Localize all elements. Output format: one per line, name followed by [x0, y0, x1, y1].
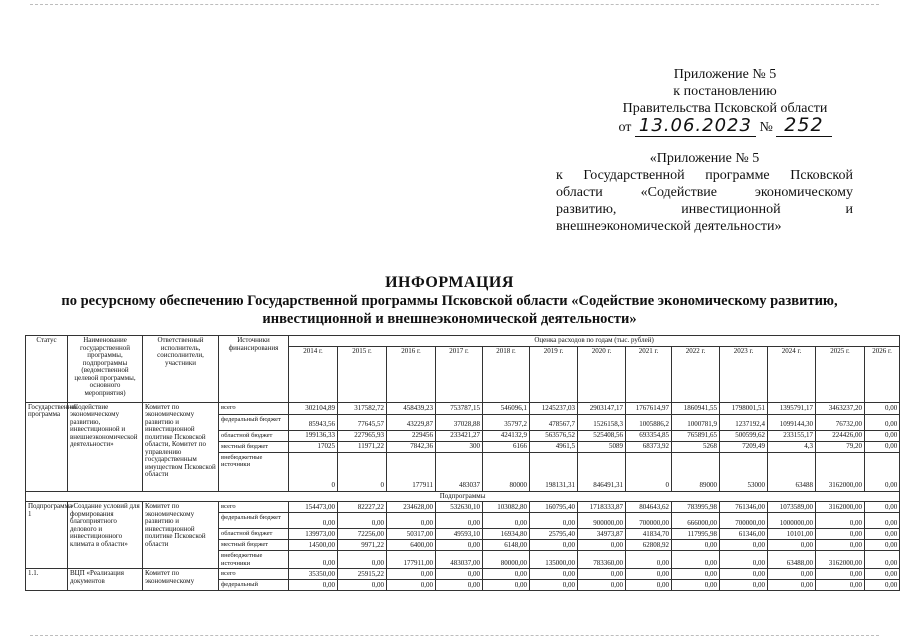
table-cell-value: 85943,56	[289, 414, 338, 430]
header-year: 2026 г.	[865, 346, 900, 402]
approval-stamp	[600, 66, 850, 136]
table-row	[26, 569, 900, 580]
table-cell-value: 0	[626, 452, 672, 491]
subprograms-row	[26, 491, 900, 502]
table-cell-value: 0,00	[578, 540, 626, 551]
table-cell-value: 0,00	[865, 402, 900, 414]
table-cell-value: 0,00	[720, 580, 768, 591]
row-funding-source: федеральный бюджет	[219, 414, 289, 430]
header-year: 2022 г.	[672, 346, 720, 402]
subprograms-label: Подпрограммы	[26, 491, 900, 502]
table-cell-value: 0,00	[338, 551, 387, 569]
table-cell-value: 68373,92	[626, 441, 672, 452]
table-cell-value: 783360,00	[578, 551, 626, 569]
row-funding-source: внебюджетные источники	[219, 452, 289, 491]
table-cell-value: 3162000,00	[816, 452, 865, 491]
annex-line-5: внешнеэкономической деятельности»	[556, 219, 782, 234]
table-cell-value: 0,00	[338, 580, 387, 591]
table-cell-value: 43229,87	[387, 414, 436, 430]
table-cell-value: 483037	[436, 452, 483, 491]
table-cell-value: 227965,93	[338, 430, 387, 441]
table-cell-value: 7209,49	[720, 441, 768, 452]
table-cell-value: 300	[436, 441, 483, 452]
table-cell-value: 3162000,00	[816, 551, 865, 569]
table-cell-value: 0,00	[768, 580, 816, 591]
table-cell-value: 34973,87	[578, 529, 626, 540]
date-prefix: от	[618, 120, 632, 135]
annex-line-1: «Приложение № 5	[649, 151, 760, 166]
table-cell-value: 0,00	[289, 580, 338, 591]
header-row-1	[26, 336, 900, 347]
table-cell-value: 0,00	[530, 513, 578, 529]
row-executor: Комитет по экономическому развитию и инвестиционной политике Псковской области, Комитет по управлению государственным имуществом Псковской области	[143, 402, 219, 491]
approval-line-2: к постановлению	[673, 84, 777, 99]
table-cell-value: 233421,27	[436, 430, 483, 441]
row-funding-source: областной бюджет	[219, 430, 289, 441]
table-cell-value: 666000,00	[672, 513, 720, 529]
table-cell-value: 0,00	[436, 580, 483, 591]
table-cell-value: 233155,17	[768, 430, 816, 441]
table-cell-value: 63488,00	[768, 551, 816, 569]
header-estimate: Оценка расходов по годам (тыс. рублей)	[289, 336, 900, 347]
table-cell-value: 0,00	[768, 540, 816, 551]
table-cell-value: 25795,40	[530, 529, 578, 540]
row-program-name: ВЦП «Реализация документов	[68, 569, 143, 591]
table-cell-value: 1099144,30	[768, 414, 816, 430]
table-cell-value: 0,00	[436, 513, 483, 529]
row-funding-source: внебюджетные источники	[219, 551, 289, 569]
table-cell-value: 4961,5	[530, 441, 578, 452]
table-cell-value: 0,00	[816, 580, 865, 591]
table-cell-value: 6148,00	[483, 540, 530, 551]
scan-edge-bottom	[30, 635, 879, 636]
table-cell-value: 700000,00	[626, 513, 672, 529]
table-cell-value: 0,00	[672, 580, 720, 591]
row-executor: Комитет по экономическому	[143, 569, 219, 591]
table-cell-value: 1000000,00	[768, 513, 816, 529]
table-cell-value: 61346,00	[720, 529, 768, 540]
table-cell-value: 765891,65	[672, 430, 720, 441]
row-funding-source: всего	[219, 502, 289, 513]
header-year: 2017 г.	[436, 346, 483, 402]
table-cell-value: 25915,22	[338, 569, 387, 580]
table-cell-value: 0,00	[626, 580, 672, 591]
table-cell-value: 82227,22	[338, 502, 387, 513]
table-cell-value: 3463237,20	[816, 402, 865, 414]
table-cell-value: 76732,00	[816, 414, 865, 430]
table-cell-value: 532630,10	[436, 502, 483, 513]
row-program-name: «Создание условий для формирования благоприятного делового и инвестиционного климата в области»	[68, 502, 143, 569]
table-cell-value: 0,00	[530, 580, 578, 591]
table-cell-value: 0,00	[672, 569, 720, 580]
approval-line-3: Правительства Псковской области	[622, 101, 828, 116]
table-cell-value: 483037,00	[436, 551, 483, 569]
header-year: 2016 г.	[387, 346, 436, 402]
table-cell-value: 49593,10	[436, 529, 483, 540]
table-cell-value: 0,00	[865, 414, 900, 430]
row-funding-source: областной бюджет	[219, 529, 289, 540]
table-cell-value: 525408,56	[578, 430, 626, 441]
table-cell-value: 783995,98	[672, 502, 720, 513]
row-funding-source: всего	[219, 402, 289, 414]
title-line-1: ИНФОРМАЦИЯ	[385, 274, 514, 291]
table-cell-value: 0,00	[483, 513, 530, 529]
table-cell-value: 177911	[387, 452, 436, 491]
table-cell-value: 17025	[289, 441, 338, 452]
table-cell-value: 79,20	[816, 441, 865, 452]
table-cell-value: 72256,00	[338, 529, 387, 540]
table-cell-value: 1245237,03	[530, 402, 578, 414]
table-cell-value: 0,00	[865, 569, 900, 580]
header-name: Наименование государственной программы, подпрограммы (ведомственной целевой программы, основного мероприятия)	[68, 336, 143, 403]
annex-note	[556, 150, 853, 235]
title-line-2: по ресурсному обеспечению Государственной программы Псковской области «Содействие экономическому развитию,	[61, 293, 838, 309]
handwritten-number: 252	[776, 114, 831, 137]
table-cell-value: 1798001,51	[720, 402, 768, 414]
table-cell-value: 0,00	[720, 569, 768, 580]
table-cell-value: 10101,00	[768, 529, 816, 540]
row-status: 1.1.	[26, 569, 68, 591]
header-year: 2024 г.	[768, 346, 816, 402]
table-cell-value: 14500,00	[289, 540, 338, 551]
table-cell-value: 0,00	[816, 529, 865, 540]
table-cell-value: 0,00	[483, 569, 530, 580]
table-cell-value: 7842,36	[387, 441, 436, 452]
header-year: 2021 г.	[626, 346, 672, 402]
table-cell-value: 63488	[768, 452, 816, 491]
table-cell-value: 9971,22	[338, 540, 387, 551]
table-cell-value: 0,00	[768, 569, 816, 580]
table-cell-value: 89000	[672, 452, 720, 491]
table-cell-value: 0,00	[483, 580, 530, 591]
table-cell-value: 35797,2	[483, 414, 530, 430]
annex-line-4: развитию, инвестиционной и	[556, 202, 853, 217]
table-cell-value: 753787,15	[436, 402, 483, 414]
table-cell-value: 0,00	[436, 569, 483, 580]
table-cell-value: 224426,00	[816, 430, 865, 441]
table-cell-value: 0	[338, 452, 387, 491]
table-cell-value: 41834,70	[626, 529, 672, 540]
table-cell-value: 1767614,97	[626, 402, 672, 414]
header-year: 2014 г.	[289, 346, 338, 402]
table-cell-value: 0,00	[338, 513, 387, 529]
table-cell-value: 80000,00	[483, 551, 530, 569]
table-cell-value: 50317,00	[387, 529, 436, 540]
table-cell-value: 11971,22	[338, 441, 387, 452]
table-cell-value: 6166	[483, 441, 530, 452]
table-cell-value: 5268	[672, 441, 720, 452]
document-title	[20, 273, 879, 328]
table-cell-value: 0,00	[289, 513, 338, 529]
table-cell-value: 0,00	[672, 540, 720, 551]
row-funding-source: федеральный бюджет	[219, 513, 289, 529]
table-cell-value: 1395791,17	[768, 402, 816, 414]
table-cell-value: 4,3	[768, 441, 816, 452]
table-cell-value: 2903147,17	[578, 402, 626, 414]
table-cell-value: 0,00	[387, 569, 436, 580]
table-cell-value: 0,00	[436, 540, 483, 551]
table-cell-value: 77645,57	[338, 414, 387, 430]
table-cell-value: 0,00	[720, 540, 768, 551]
row-executor: Комитет по экономическому развитию и инвестиционной политике Псковской области	[143, 502, 219, 569]
scan-edge-top	[30, 4, 879, 5]
table-cell-value: 35350,00	[289, 569, 338, 580]
approval-date-line	[600, 114, 850, 136]
table-cell-value: 0,00	[578, 580, 626, 591]
table-cell-value: 424132,9	[483, 430, 530, 441]
table-cell-value: 0,00	[289, 551, 338, 569]
table-cell-value: 0,00	[865, 580, 900, 591]
table-cell-value: 1860941,55	[672, 402, 720, 414]
row-funding-source: местный бюджет	[219, 540, 289, 551]
table-cell-value: 1526158,3	[578, 414, 626, 430]
table-cell-value: 0,00	[816, 569, 865, 580]
row-status: Подпрограмма 1	[26, 502, 68, 569]
header-sources: Источники финансирования	[219, 336, 289, 403]
table-cell-value: 317582,72	[338, 402, 387, 414]
table-cell-value: 160795,40	[530, 502, 578, 513]
table-cell-value: 478567,7	[530, 414, 578, 430]
table-cell-value: 546096,1	[483, 402, 530, 414]
table-cell-value: 3162000,00	[816, 502, 865, 513]
table-cell-value: 16934,80	[483, 529, 530, 540]
header-year: 2025 г.	[816, 346, 865, 402]
table-cell-value: 700000,00	[720, 513, 768, 529]
table-cell-value: 0,00	[816, 513, 865, 529]
annex-line-2: к Государственной программе Псковской	[556, 168, 853, 183]
table-cell-value: 139973,00	[289, 529, 338, 540]
table-cell-value: 0,00	[626, 551, 672, 569]
header-year: 2015 г.	[338, 346, 387, 402]
table-cell-value: 199136,33	[289, 430, 338, 441]
table-cell-value: 302104,89	[289, 402, 338, 414]
table-cell-value: 0,00	[865, 452, 900, 491]
table-row	[26, 402, 900, 414]
row-funding-source: местный бюджет	[219, 441, 289, 452]
table-cell-value: 0,00	[865, 529, 900, 540]
table-cell-value: 0,00	[865, 540, 900, 551]
table-cell-value: 0,00	[865, 502, 900, 513]
table-cell-value: 0,00	[387, 580, 436, 591]
title-line-3: инвестиционной и внешнеэкономической деятельности»	[262, 311, 637, 327]
table-cell-value: 135000,00	[530, 551, 578, 569]
table-cell-value: 0,00	[816, 540, 865, 551]
table-cell-value: 0,00	[530, 569, 578, 580]
funding-table	[25, 335, 900, 591]
row-funding-source: федеральный	[219, 580, 289, 591]
table-cell-value: 117995,98	[672, 529, 720, 540]
header-status: Статус	[26, 336, 68, 403]
table-cell-value: 0,00	[865, 441, 900, 452]
table-cell-value: 5089	[578, 441, 626, 452]
table-cell-value: 6400,00	[387, 540, 436, 551]
handwritten-date: 13.06.2023	[635, 115, 756, 137]
table-cell-value: 1237192,4	[720, 414, 768, 430]
table-cell-value: 0,00	[865, 513, 900, 529]
table-cell-value: 0,00	[578, 569, 626, 580]
table-cell-value: 177911,00	[387, 551, 436, 569]
header-year: 2018 г.	[483, 346, 530, 402]
table-cell-value: 0,00	[626, 569, 672, 580]
row-status: Государственная программа	[26, 402, 68, 491]
annex-line-3: области «Содействие экономическому	[556, 185, 853, 200]
table-cell-value: 0,00	[672, 551, 720, 569]
table-cell-value: 0,00	[530, 540, 578, 551]
table-cell-value: 761346,00	[720, 502, 768, 513]
table-cell-value: 37028,88	[436, 414, 483, 430]
table-cell-value: 804643,62	[626, 502, 672, 513]
header-executor: Ответственный исполнитель, соисполнители, участники	[143, 336, 219, 403]
header-year: 2020 г.	[578, 346, 626, 402]
table-cell-value: 103082,80	[483, 502, 530, 513]
header-year: 2019 г.	[530, 346, 578, 402]
table-cell-value: 458439,23	[387, 402, 436, 414]
table-cell-value: 1073589,00	[768, 502, 816, 513]
row-funding-source: всего	[219, 569, 289, 580]
table-row	[26, 502, 900, 513]
table-cell-value: 53000	[720, 452, 768, 491]
table-cell-value: 1718333,87	[578, 502, 626, 513]
table-cell-value: 198131,31	[530, 452, 578, 491]
table-cell-value: 0,00	[865, 551, 900, 569]
header-year: 2023 г.	[720, 346, 768, 402]
table-cell-value: 0,00	[865, 430, 900, 441]
table-cell-value: 0,00	[720, 551, 768, 569]
table-cell-value: 563576,52	[530, 430, 578, 441]
table-cell-value: 62808,92	[626, 540, 672, 551]
table-cell-value: 0,00	[387, 513, 436, 529]
table-cell-value: 500599,62	[720, 430, 768, 441]
table-cell-value: 234628,00	[387, 502, 436, 513]
table-cell-value: 80000	[483, 452, 530, 491]
table-cell-value: 1005886,2	[626, 414, 672, 430]
number-prefix: №	[759, 120, 773, 135]
table-cell-value: 229456	[387, 430, 436, 441]
approval-line-1: Приложение № 5	[673, 67, 777, 82]
table-cell-value: 900000,00	[578, 513, 626, 529]
row-program-name: «Содействие экономическому развитию, инвестиционной и внешнеэкономической деятельности»	[68, 402, 143, 491]
table-cell-value: 0	[289, 452, 338, 491]
table-cell-value: 1000781,9	[672, 414, 720, 430]
table-cell-value: 846491,31	[578, 452, 626, 491]
table-cell-value: 154473,00	[289, 502, 338, 513]
table-cell-value: 693354,85	[626, 430, 672, 441]
